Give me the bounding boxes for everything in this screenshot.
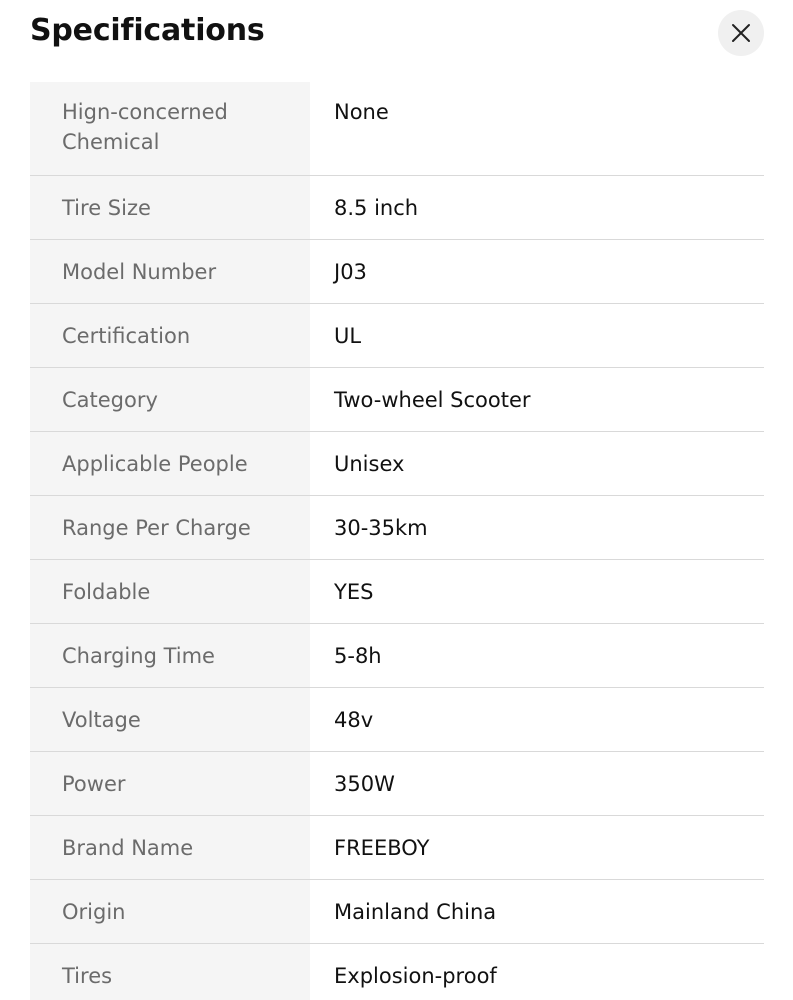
spec-value: FREEBOY	[334, 835, 430, 860]
page-title: Specifications	[30, 13, 265, 48]
spec-label: Brand Name	[30, 816, 310, 879]
spec-value: None	[334, 100, 389, 124]
spec-value: 5-8h	[334, 643, 382, 668]
spec-row	[30, 368, 764, 432]
spec-row	[30, 304, 764, 368]
spec-label: Hign-concerned Chemical	[30, 82, 310, 175]
spec-row	[30, 432, 764, 496]
spec-value: Unisex	[334, 451, 405, 476]
spec-value: Two-wheel Scooter	[334, 387, 531, 412]
close-button[interactable]	[718, 10, 764, 56]
spec-value: YES	[334, 579, 374, 604]
spec-row	[30, 82, 764, 176]
spec-label: Model Number	[30, 240, 310, 303]
spec-label: Category	[30, 368, 310, 431]
spec-label: Certification	[30, 304, 310, 367]
spec-row	[30, 752, 764, 816]
spec-value: Mainland China	[334, 899, 497, 924]
sheet-header	[0, 0, 793, 82]
spec-label: Power	[30, 752, 310, 815]
spec-label: Tires	[30, 944, 310, 1000]
spec-row	[30, 816, 764, 880]
spec-value: 8.5 inch	[334, 195, 419, 220]
spec-label: Origin	[30, 880, 310, 943]
spec-value: 48v	[334, 707, 374, 732]
close-icon	[731, 23, 751, 43]
spec-row	[30, 944, 764, 1000]
spec-row	[30, 624, 764, 688]
spec-value: 30-35km	[334, 515, 428, 540]
spec-row	[30, 496, 764, 560]
spec-label: Voltage	[30, 688, 310, 751]
specifications-table	[30, 82, 764, 1000]
spec-row	[30, 560, 764, 624]
spec-row	[30, 688, 764, 752]
spec-row	[30, 880, 764, 944]
spec-label: Range Per Charge	[30, 496, 310, 559]
spec-label: Tire Size	[30, 176, 310, 239]
spec-value: J03	[334, 259, 367, 284]
spec-value: 350W	[334, 771, 395, 796]
spec-row	[30, 240, 764, 304]
spec-label: Applicable People	[30, 432, 310, 495]
spec-value: UL	[334, 323, 362, 348]
spec-label: Foldable	[30, 560, 310, 623]
spec-row	[30, 176, 764, 240]
spec-value: Explosion-proof	[334, 963, 497, 988]
spec-label: Charging Time	[30, 624, 310, 687]
